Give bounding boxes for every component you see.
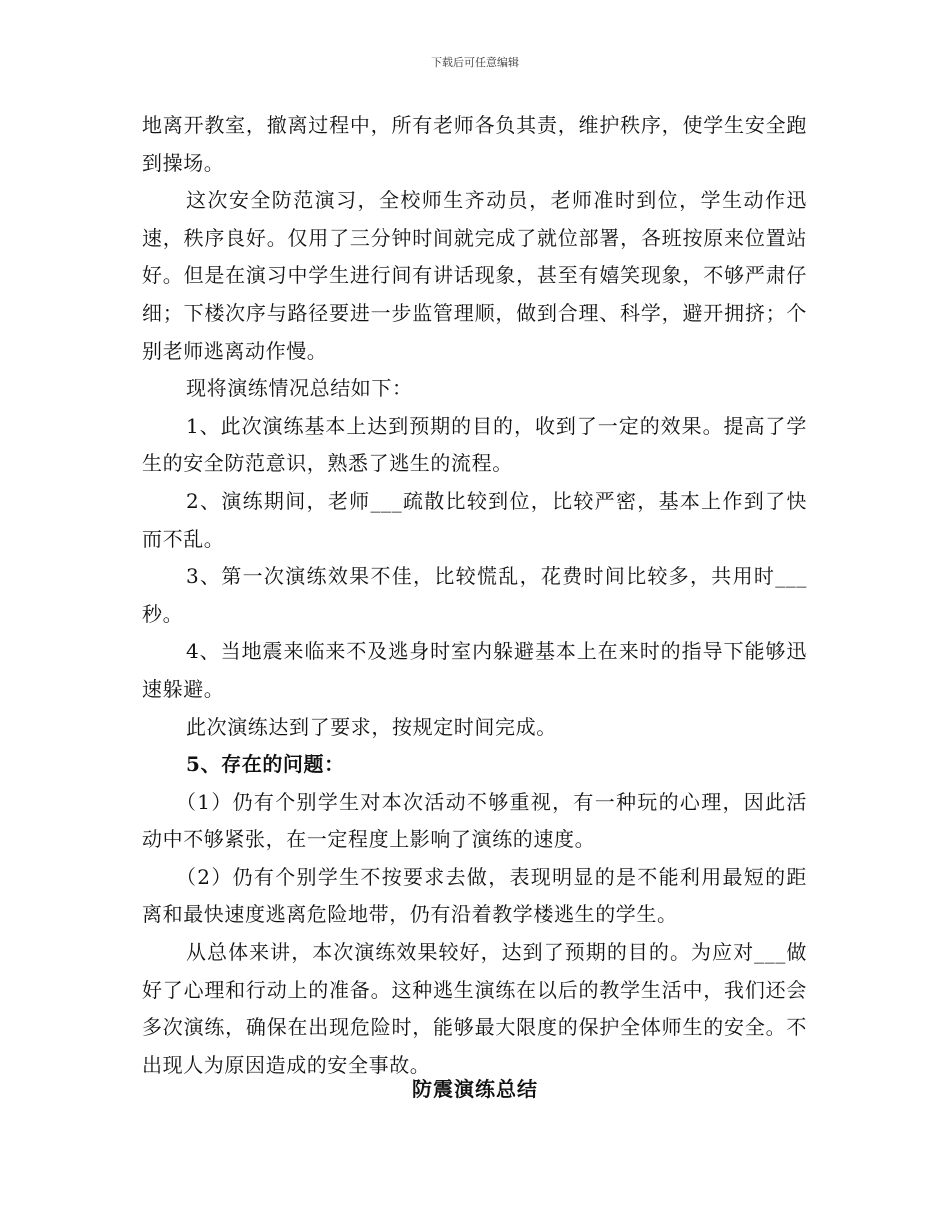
document-body (142, 107, 807, 1084)
paragraph: 这次安全防范演习，全校师生齐动员，老师准时到位，学生动作迅速，秩序良好。仅用了三分钟时间就完成了就位部署，各班按原来位置站好。但是在演习中学生进行间有讲话现象，甚至有嬉笑现象，不够严肃仔细；下楼次序与路径要进一步监管理顺，做到合理、科学，避开拥挤；个别老师逃离动作慢。 (142, 188, 807, 363)
section-heading: 5、存在的问题： (186, 752, 345, 777)
paragraph: 1、此次演练基本上达到预期的目的，收到了一定的效果。提高了学生的安全防范意识，熟悉了逃生的流程。 (142, 413, 807, 476)
paragraph: 2、演练期间，老师___疏散比较到位，比较严密，基本上作到了快而不乱。 (142, 488, 807, 551)
paragraph: 4、当地震来临来不及逃身时室内躲避基本上在来时的指导下能够迅速躲避。 (142, 639, 807, 701)
page-header: 下载后可任意编辑 (431, 56, 519, 69)
paragraph: （2）仍有个别学生不按要求去做，表现明显的是不能利用最短的距离和最快速度逃离危险地带，仍有沿着教学楼逃生的学生。 (142, 864, 807, 927)
paragraph: 现将演练情况总结如下： (186, 376, 413, 401)
paragraph: （1）仍有个别学生对本次活动不够重视，有一种玩的心理，因此活动中不够紧张，在一定程度上影响了演练的速度。 (142, 789, 807, 852)
paragraph: 从总体来讲，本次演练效果较好，达到了预期的目的。为应对___做好了心理和行动上的准备。这种逃生演练在以后的教学生活中，我们还会多次演练，确保在出现危险时，能够最大限度的保护全体师生的安全。不出现人为原因造成的安全事故。 (142, 940, 807, 1077)
paragraph: 3、第一次演练效果不佳，比较慌乱，花费时间比较多，共用时___秒。 (142, 564, 807, 626)
paragraph: 此次演练达到了要求，按规定时间完成。 (186, 714, 557, 739)
paragraph: 地离开教室，撤离过程中，所有老师各负其责，维护秩序，使学生安全跑到操场。 (142, 113, 807, 175)
section-title: 防震演练总结 (412, 1077, 538, 1101)
